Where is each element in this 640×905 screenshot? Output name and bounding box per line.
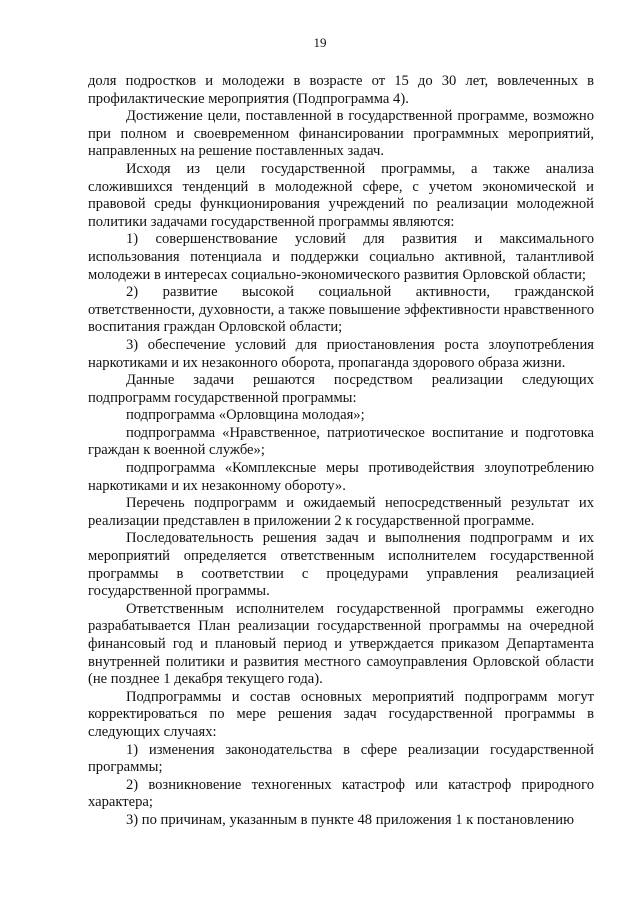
paragraph-continuation: доля подростков и молодежи в возрасте от 15 до 30 лет, вовлеченных в профилактические мероприятия (Подпрограмма 4). — [88, 73, 594, 107]
paragraph-goal-achievement: Достижение цели, поставленной в государственной программе, возможно при полном и своевременном финансировании программных мероприятий, направленных на решение поставленных задач. — [88, 108, 594, 160]
task-item-1: 1) совершенствование условий для развития и максимального использования потенциала и поддержки социально активной, талантливой молодежи в интересах социально-экономического развития Орловской области; — [88, 231, 594, 283]
paragraph-subprograms-intro: Данные задачи решаются посредством реализации следующих подпрограмм государственной программы: — [88, 372, 594, 406]
document-body — [88, 73, 594, 830]
task-item-3: 3) обеспечение условий для приостановления роста злоупотребления наркотиками и их незаконного оборота, пропаганда здорового образа жизни. — [88, 336, 594, 371]
paragraph-implementation-plan: Ответственным исполнителем государственной программы ежегодно разрабатывается План реализации государственной программы на очередной финансовый год и плановый период и утверждается приказом Департамента внутренней политики и развития местного самоуправления Орловской области (не позднее 1 декабря текущего года). — [88, 600, 594, 688]
case-item-1: 1) изменения законодательства в сфере реализации государственной программы; — [88, 741, 594, 776]
subprogram-item-1: подпрограмма «Орловщина молодая»; — [126, 407, 365, 424]
paragraph-adjustment-cases: Подпрограммы и состав основных мероприятий подпрограмм могут корректироваться по мере решения задач государственной программы в следующих случаях: — [88, 688, 594, 740]
paragraph-tasks-intro: Исходя из цели государственной программы, а также анализа сложившихся тенденций в молодежной сфере, с учетом экономической и правовой среды функционирования учреждений по реализации молодежной политики задачами государственной программы являются: — [88, 160, 594, 230]
task-item-2: 2) развитие высокой социальной активности, гражданской ответственности, духовности, а также повышение эффективности нравственного воспитания граждан Орловской области; — [88, 284, 594, 336]
page-number: 19 — [313, 35, 327, 50]
subprogram-item-2: подпрограмма «Нравственное, патриотическое воспитание и подготовка граждан к военной службе»; — [88, 424, 594, 459]
subprogram-item-3: подпрограмма «Комплексные меры противодействия злоупотреблению наркотиками и их незаконному обороту». — [88, 460, 594, 494]
case-item-2: 2) возникновение техногенных катастроф или катастроф природного характера; — [88, 776, 594, 811]
paragraph-subprogram-list: Перечень подпрограмм и ожидаемый непосредственный результат их реализации представлен в приложении 2 к государственной программе. — [88, 495, 594, 529]
case-item-3: 3) по причинам, указанным в пункте 48 приложения 1 к постановлению — [126, 811, 574, 828]
paragraph-sequence: Последовательность решения задач и выполнения подпрограмм и их мероприятий определяется ответственным исполнителем государственной программы в соответствии с процедурами управления реализацией государственной программы. — [88, 530, 594, 600]
